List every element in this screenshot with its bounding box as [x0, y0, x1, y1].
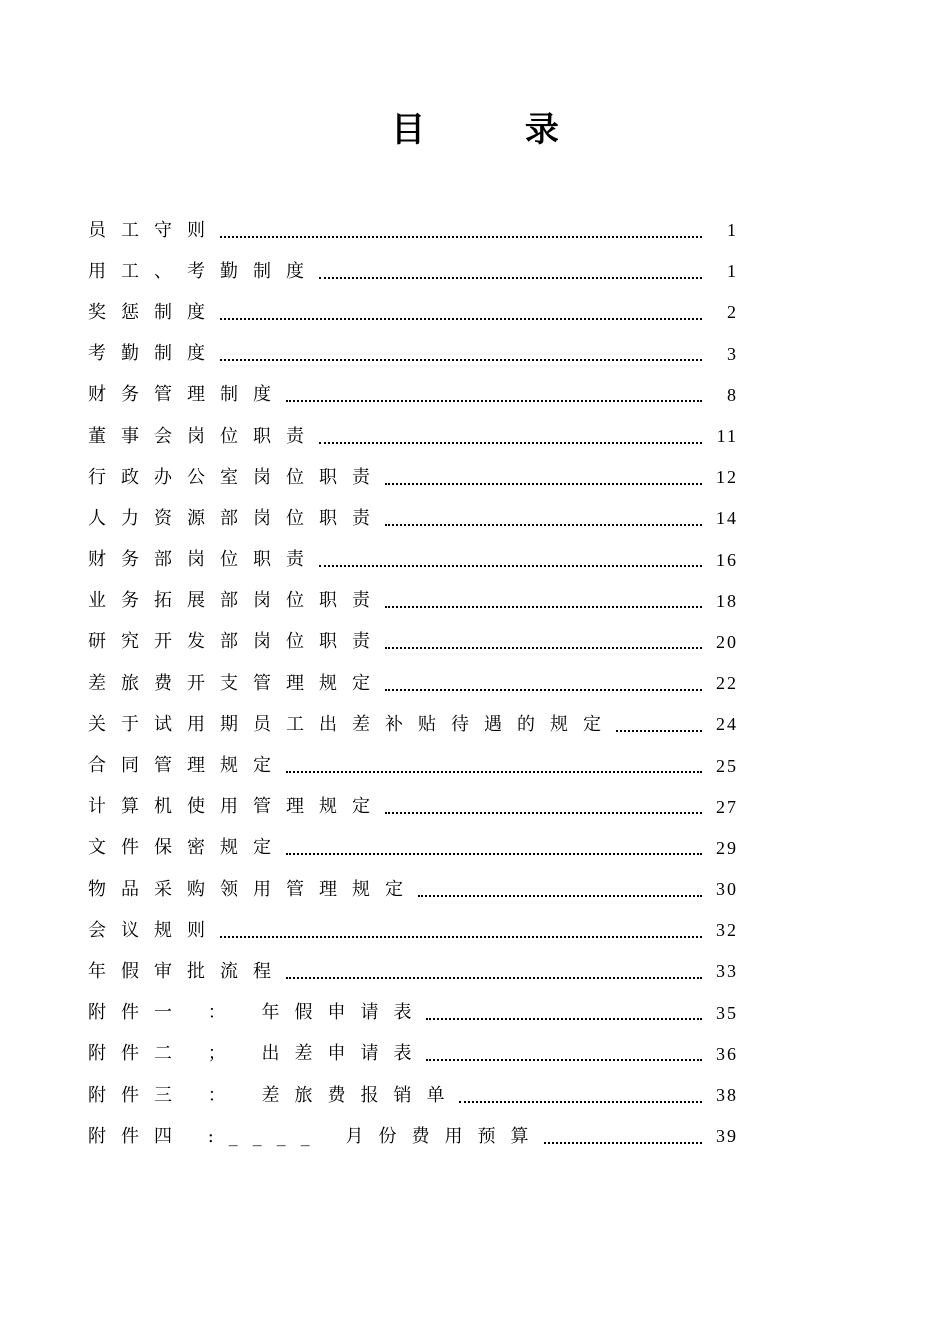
toc-entry-page: 1	[727, 261, 738, 282]
toc-entry[interactable]	[88, 869, 738, 910]
toc-entry[interactable]	[88, 457, 738, 498]
toc-entry-page: 36	[716, 1043, 738, 1064]
dot-leader	[220, 318, 702, 320]
toc-entry[interactable]	[88, 910, 738, 951]
toc-entry-page: 35	[716, 1002, 738, 1023]
dot-leader	[220, 359, 702, 361]
toc-entry-page: 39	[716, 1126, 738, 1147]
toc-entry-page: 18	[716, 590, 738, 611]
dot-leader	[319, 277, 702, 279]
dot-leader	[459, 1101, 702, 1103]
toc-entry-page: 32	[716, 920, 738, 941]
toc-entry[interactable]	[88, 498, 738, 539]
toc-entry[interactable]	[88, 622, 738, 663]
dot-leader	[319, 565, 702, 567]
toc-entry-label: 差旅费开支管理规定	[88, 672, 385, 694]
toc-entry-label: 附件二 ； 出差申请表	[88, 1043, 427, 1065]
toc-entry[interactable]	[88, 993, 738, 1034]
toc-entry-label: 研究开发部岗位职责	[88, 631, 385, 653]
toc-entry-page: 27	[716, 796, 738, 817]
toc-entry-label: 财务部岗位职责	[88, 549, 319, 571]
toc-entry[interactable]	[88, 1116, 738, 1157]
toc-entry-label: 人力资源部岗位职责	[88, 507, 385, 529]
dot-leader	[385, 647, 702, 649]
toc-entry-label: 关于试用期员工出差补贴待遇的规定	[88, 713, 616, 735]
toc-entry-label: 合同管理规定	[88, 755, 286, 777]
table-of-contents	[88, 210, 738, 1157]
toc-entry-page: 20	[716, 631, 738, 652]
toc-entry[interactable]	[88, 375, 738, 416]
toc-entry-page: 12	[716, 467, 738, 488]
toc-entry[interactable]	[88, 540, 738, 581]
dot-leader	[544, 1142, 702, 1144]
toc-entry[interactable]	[88, 416, 738, 457]
page-title: 目 录	[391, 110, 603, 150]
dot-leader	[286, 400, 702, 402]
toc-entry-page: 30	[716, 879, 738, 900]
toc-entry-label: 财务管理制度	[88, 384, 286, 406]
toc-entry-label: 文件保密规定	[88, 837, 286, 859]
dot-leader	[426, 1059, 702, 1061]
toc-entry[interactable]	[88, 828, 738, 869]
toc-entry-label: 董事会岗位职责	[88, 425, 319, 447]
toc-entry-label: 行政办公室岗位职责	[88, 466, 385, 488]
toc-entry-label: 附件三 ： 差旅费报销单	[88, 1084, 460, 1106]
toc-entry-page: 16	[716, 549, 738, 570]
toc-entry[interactable]	[88, 292, 738, 333]
toc-entry-label: 年假审批流程	[88, 960, 286, 982]
toc-entry[interactable]	[88, 334, 738, 375]
toc-entry[interactable]	[88, 1075, 738, 1116]
toc-entry-label: 奖惩制度	[88, 301, 220, 323]
dot-leader	[286, 977, 702, 979]
toc-entry[interactable]	[88, 210, 738, 251]
dot-leader	[616, 730, 702, 732]
toc-entry-label: 会议规则	[88, 919, 220, 941]
toc-entry-label: 业务拓展部岗位职责	[88, 590, 385, 612]
toc-entry-label: 考勤制度	[88, 343, 220, 365]
toc-entry-page: 33	[716, 961, 738, 982]
dot-leader	[286, 771, 702, 773]
toc-entry-page: 24	[716, 714, 738, 735]
toc-entry[interactable]	[88, 581, 738, 622]
dot-leader	[220, 236, 702, 238]
toc-entry-label: 计算机使用管理规定	[88, 796, 385, 818]
toc-entry-page: 11	[716, 426, 738, 447]
dot-leader	[385, 483, 702, 485]
dot-leader	[385, 812, 702, 814]
toc-entry-page: 8	[727, 384, 738, 405]
dot-leader	[286, 853, 702, 855]
toc-entry[interactable]	[88, 251, 738, 292]
dot-leader	[220, 936, 702, 938]
toc-entry-page: 25	[716, 755, 738, 776]
toc-entry[interactable]	[88, 1034, 738, 1075]
toc-entry-page: 38	[716, 1085, 738, 1106]
toc-entry-page: 22	[716, 673, 738, 694]
toc-entry[interactable]	[88, 745, 738, 786]
toc-entry-label: 附件一 ： 年假申请表	[88, 1002, 427, 1024]
toc-entry-page: 1	[727, 220, 738, 241]
dot-leader	[418, 895, 702, 897]
toc-entry[interactable]	[88, 951, 738, 992]
toc-entry-label: 物品采购领用管理规定	[88, 878, 418, 900]
toc-entry[interactable]	[88, 663, 738, 704]
toc-entry-page: 3	[727, 343, 738, 364]
toc-entry[interactable]	[88, 704, 738, 745]
toc-entry-page: 2	[727, 302, 738, 323]
toc-entry-label: 附件四 :____ 月份费用预算	[88, 1125, 544, 1147]
toc-entry[interactable]	[88, 787, 738, 828]
toc-entry-label: 员工守则	[88, 219, 220, 241]
dot-leader	[385, 524, 702, 526]
dot-leader	[426, 1018, 702, 1020]
toc-entry-page: 29	[716, 837, 738, 858]
dot-leader	[385, 606, 702, 608]
toc-entry-page: 14	[716, 508, 738, 529]
dot-leader	[385, 689, 702, 691]
dot-leader	[319, 442, 702, 444]
toc-entry-label: 用工、考勤制度	[88, 260, 319, 282]
